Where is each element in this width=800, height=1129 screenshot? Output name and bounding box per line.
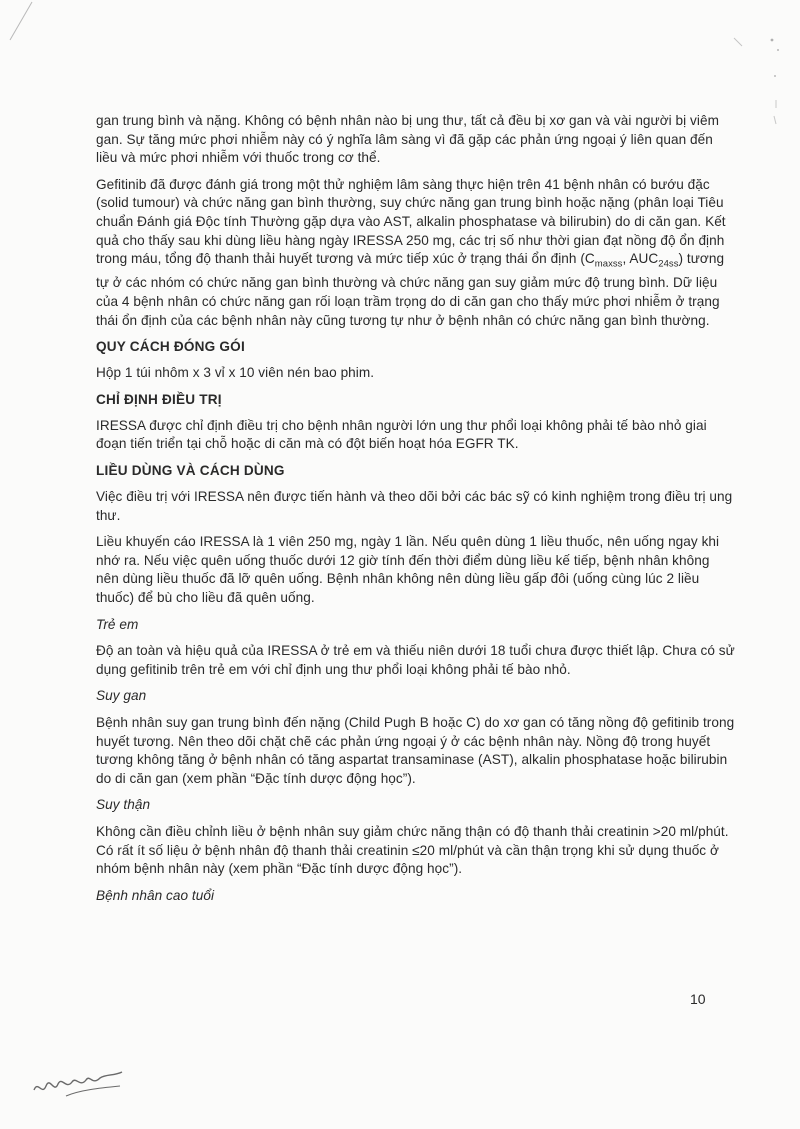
paragraph-dosage-2: Liều khuyến cáo IRESSA là 1 viên 250 mg, ngày 1 lần. Nếu quên dùng 1 liều thuốc, nên uống ngay khi nhớ ra. Nếu việc quên uống thuốc dưới 12 giờ tính đến thời điểm dùng liều kế tiếp, bệnh nhân không nên dùng liều thuốc đã lỡ quên uống. Bệnh nhân không nên dùng liều gấp đôi (uống cùng lúc 2 liều thuốc) để bù cho liều đã quên uống. bbox=[96, 534, 720, 605]
paragraph-kidney: Không cần điều chỉnh liều ở bệnh nhân suy giảm chức năng thận có độ thanh thải creatinin >20 ml/phút. Có rất ít số liệu ở bệnh nhân độ thanh thải creatinin ≤20 ml/phút và cần thận trọng khi sử dụng thuốc ở nhóm bệnh nhân này (xem phần “Đặc tính dược động học”). bbox=[96, 823, 729, 877]
corner-pen-mark bbox=[0, 0, 40, 60]
document-body bbox=[96, 112, 736, 913]
handwritten-initials bbox=[30, 1066, 130, 1106]
paragraph-liver-exposure: gan trung bình và nặng. Không có bệnh nhân nào bị ung thư, tất cả đều bị xơ gan và vài người bị viêm gan. Sự tăng mức phơi nhiễm này có ý nghĩa lâm sàng vì đã gặp các phản ứng ngoại ý liên quan đến liều và mức phơi nhiễm với thuốc trong cơ thể. bbox=[96, 113, 719, 166]
subheading-liver: Suy gan bbox=[96, 688, 147, 704]
page-number: 10 bbox=[690, 991, 706, 1007]
paragraph-indication: IRESSA được chỉ định điều trị cho bệnh nhân người lớn ung thư phổi loại không phải tế bào nhỏ giai đoạn tiến triển tại chỗ hoặc di căn mà có đột biến hoạt hóa EGFR TK. bbox=[96, 417, 707, 452]
paragraph-dosage-1: Việc điều trị với IRESSA nên được tiến hành và theo dõi bởi các bác sỹ có kinh nghiệm trong điều trị ung thư. bbox=[96, 489, 733, 523]
subscript-24ss: 24ss bbox=[658, 258, 679, 270]
subscript-maxss: maxss bbox=[594, 258, 623, 270]
subheading-elderly: Bệnh nhân cao tuổi bbox=[96, 887, 215, 903]
trial-text-part-1: Gefitinib đã được đánh giá trong một thử nghiệm lâm sàng thực hiện trên 41 bệnh nhân có bướu đặc (solid tumour) và chức năng gan bình thường, suy chức năng gan trung bình hoặc nặng (phân loại Tiêu chuẩn Đánh giá Độc tính Thường gặp dựa vào AST, alkalin phosphatase và bilirubin) do di căn gan. Kết quả cho thấy sau khi dùng liều hàng ngày IRESSA 250 mg, các trị số như thời gian đạt nồng độ ổn định trong máu, tổng độ thanh thải huyết tương và mức tiếp xúc ở trạng thái ổn định (C bbox=[96, 176, 726, 267]
paragraph-children: Độ an toàn và hiệu quả của IRESSA ở trẻ em và thiếu niên dưới 18 tuổi chưa được thiết lập. Chưa có sử dụng gefitinib trên trẻ em với chỉ định ung thư phổi loại không phải tế bào nhỏ. bbox=[96, 643, 735, 677]
heading-packing: QUY CÁCH ĐÓNG GÓI bbox=[96, 339, 245, 355]
paragraph-packing: Hộp 1 túi nhôm x 3 vỉ x 10 viên nén bao phim. bbox=[96, 365, 375, 381]
trial-text-part-2: , AUC bbox=[622, 251, 659, 267]
subheading-kidney: Suy thận bbox=[96, 797, 151, 813]
subheading-children: Trẻ em bbox=[96, 616, 139, 632]
paragraph-gefitinib-trial bbox=[96, 176, 736, 330]
heading-indication: CHỈ ĐỊNH ĐIỀU TRỊ bbox=[96, 391, 222, 407]
trial-text-part-3: ) tương tự ở các nhóm có chức năng gan bình thường và chức năng gan suy giảm mức độ trung bình. Dữ liệu của 4 bệnh nhân có chức năng gan rối loạn trầm trọng do di căn gan cho thấy mức phơi nhiễm ở trạng thái ổn định của các bệnh nhân này cũng tương tự như ở bệnh nhân có chức năng gan bình thường. bbox=[96, 251, 725, 328]
heading-dosage: LIỀU DÙNG VÀ CÁCH DÙNG bbox=[96, 463, 285, 479]
paragraph-liver: Bệnh nhân suy gan trung bình đến nặng (Child Pugh B hoặc C) do xơ gan có tăng nồng độ gefitinib trong huyết tương. Nên theo dõi chặt chẽ các phản ứng ngoại ý ở các bệnh nhân này. Nồng độ trong huyết tương không tăng ở bệnh nhân có tăng aspartat transaminase (AST), alkalin phosphatase hoặc bilirubin do di căn gan (xem phần “Đặc tính dược động học”). bbox=[96, 714, 735, 786]
